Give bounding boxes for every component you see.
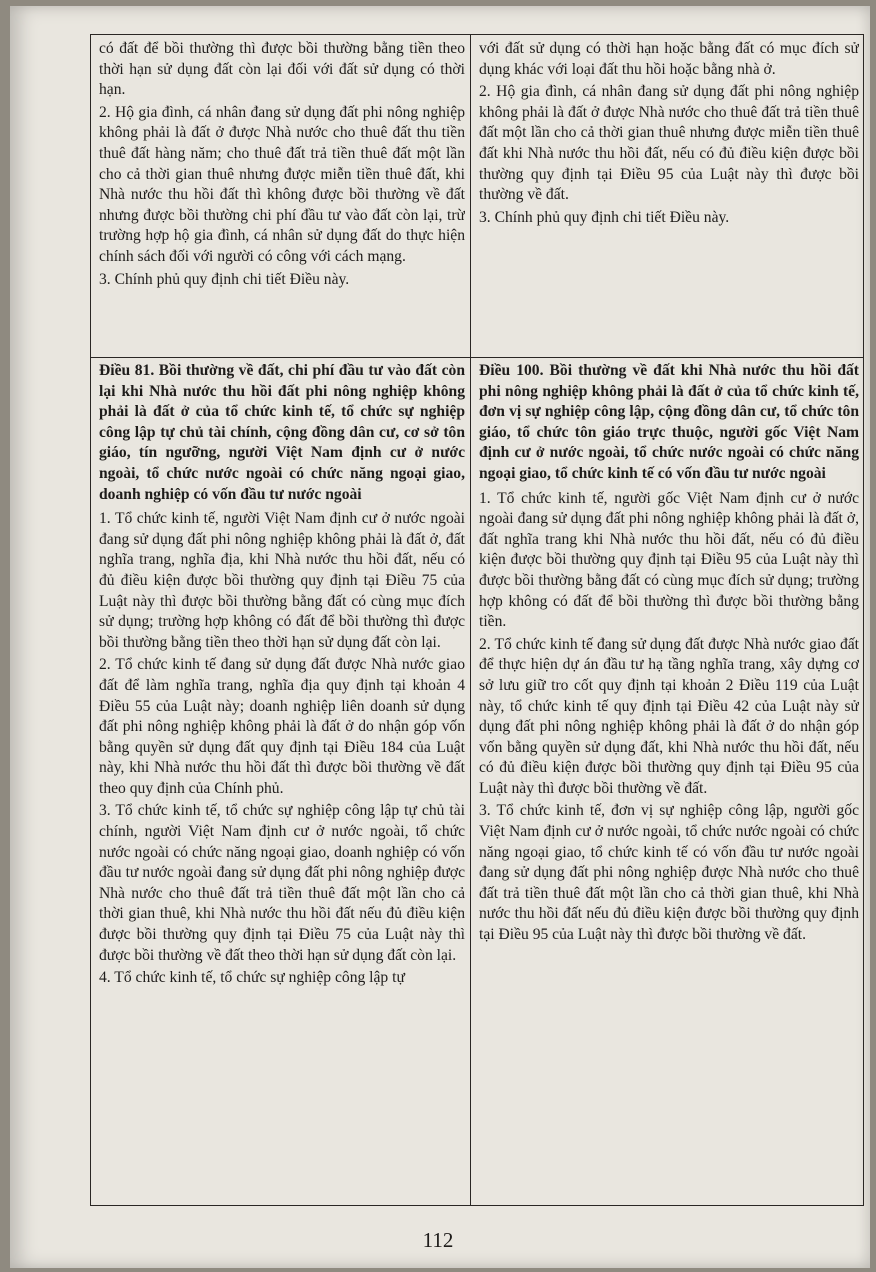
cell-left-bottom — [99, 361, 465, 1203]
paragraph: 2. Tổ chức kinh tế đang sử dụng đất được Nhà nước giao đất để làm nghĩa trang, nghĩa địa quy định tại khoản 4 Điều 55 của Luật này; doanh nghiệp liên doanh sử dụng đất phi nông nghiệp không phải là đất ở do nhận góp vốn bằng quyền sử dụng đất quy định tại Điều 184 của Luật này, khi Nhà nước thu hồi đất thì được bồi thường về đất theo quy định của Chính phủ. — [99, 656, 465, 797]
paragraph: 4. Tổ chức kinh tế, tổ chức sự nghiệp công lập tự — [99, 969, 405, 987]
cell-left-top — [99, 39, 465, 355]
paragraph: 3. Chính phủ quy định chi tiết Điều này. — [99, 270, 350, 288]
cell-right-top — [479, 39, 859, 355]
paragraph: 2. Hộ gia đình, cá nhân đang sử dụng đất phi nông nghiệp không phải là đất ở được Nhà nước cho thuê đất thu tiền thuê đất hàng năm; cho thuê đất trả tiền thuê đất một lần cho cả thời gian thuê nhưng được miễn tiền thuê đất, khi Nhà nước thu hồi đất thì không được bồi thường về đất nhưng được bồi thường chi phí đầu tư vào đất còn lại, trừ trường hợp hộ gia đình, cá nhân sử dụng đất do thực hiện chính sách đối với người có công với cách mạng. — [99, 103, 465, 265]
article-heading: Điều 81. Bồi thường về đất, chi phí đầu tư vào đất còn lại khi Nhà nước thu hồi đất phi nông nghiệp không phải là đất ở của tổ chức kinh tế, tổ chức sự nghiệp công lập tự chủ tài chính, cộng đồng dân cư, cơ sở tôn giáo, tín ngưỡng, người Việt Nam định cư ở nước ngoài, tổ chức nước ngoài có chức năng ngoại giao, doanh nghiệp có vốn đầu tư nước ngoài — [99, 362, 465, 503]
paragraph: 2. Tổ chức kinh tế đang sử dụng đất được Nhà nước giao đất để thực hiện dự án đầu tư hạ tầng nghĩa trang, xây dựng cơ sở lưu giữ tro cốt quy định tại khoản 2 Điều 119 của Luật này, tổ chức kinh tế quy định tại Điều 42 của Luật này sử dụng đất phi nông nghiệp không phải là đất ở do nhận góp vốn bằng quyền sử dụng đất, khi Nhà nước thu hồi đất, nếu có đủ điều kiện được bồi thường quy định tại Điều 95 của Luật này thì được bồi thường về đất. — [479, 635, 859, 797]
page-number: 112 — [422, 1228, 454, 1252]
paragraph: 3. Chính phủ quy định chi tiết Điều này. — [479, 208, 730, 226]
paragraph: với đất sử dụng có thời hạn hoặc bằng đất có mục đích sử dụng khác với loại đất thu hồi hoặc bằng nhà ở. — [479, 40, 859, 78]
column-divider — [470, 35, 471, 1205]
article-heading: Điều 100. Bồi thường về đất khi Nhà nước thu hồi đất phi nông nghiệp không phải là đất ở của tổ chức kinh tế, đơn vị sự nghiệp công lập, cộng đồng dân cư, tổ chức tôn giáo, tổ chức tôn giáo trực thuộc, người gốc Việt Nam định cư ở nước ngoài, tổ chức nước ngoài có chức năng ngoại giao, tổ chức kinh tế có vốn đầu tư nước ngoài — [479, 362, 859, 482]
paragraph: 3. Tổ chức kinh tế, đơn vị sự nghiệp công lập, người gốc Việt Nam định cư ở nước ngoài, tổ chức nước ngoài có chức năng ngoại giao, tổ chức kinh tế có vốn đầu tư nước ngoài đang sử dụng đất phi nông nghiệp được Nhà nước cho thuê đất trả tiền thuê đất một lần cho cả thời gian thuê, khi Nhà nước thu hồi đất nếu đủ điều kiện được bồi thường quy định tại Điều 95 của Luật này thì được bồi thường về đất. — [479, 802, 859, 944]
cell-right-bottom — [479, 361, 859, 1203]
paragraph: 1. Tổ chức kinh tế, người Việt Nam định cư ở nước ngoài đang sử dụng đất phi nông nghiệp không phải là đất ở, đất nghĩa trang, nghĩa địa, khi Nhà nước thu hồi đất, nếu có đủ điều kiện được bồi thường quy định tại Điều 75 của Luật này thì được bồi thường bằng đất có cùng mục đích sử dụng; trường hợp không có đất để bồi thường thì được bồi thường bằng tiền theo thời hạn sử dụng đất còn lại. — [99, 510, 465, 651]
comparison-table — [90, 34, 864, 1206]
paragraph: 2. Hộ gia đình, cá nhân đang sử dụng đất phi nông nghiệp không phải là đất ở được Nhà nước cho thuê đất trả tiền thuê đất một lần cho cả thời gian thuê nhưng được miễn tiền thuê đất khi Nhà nước thu hồi đất, nếu có đủ điều kiện được bồi thường quy định tại Điều 95 của Luật này thì được bồi thường về đất. — [479, 83, 859, 204]
paragraph: 1. Tổ chức kinh tế, người gốc Việt Nam định cư ở nước ngoài đang sử dụng đất phi nông nghiệp không phải là đất ở, đất nghĩa trang khi Nhà nước thu hồi đất, nếu có đủ điều kiện được bồi thường quy định tại Điều 95 của Luật này thì được bồi thường bằng đất có cùng mục đích sử dụng; trường hợp không có đất để bồi thường thì được bồi thường bằng tiền. — [479, 489, 859, 631]
row-divider — [91, 357, 863, 358]
document-page — [10, 6, 870, 1268]
paragraph: có đất để bồi thường thì được bồi thường bằng tiền theo thời hạn sử dụng đất còn lại đối với đất sử dụng có thời hạn. — [99, 40, 465, 99]
paragraph: 3. Tổ chức kinh tế, tổ chức sự nghiệp công lập tự chủ tài chính, người Việt Nam định cư ở nước ngoài, tổ chức nước ngoài có chức năng ngoại giao, doanh nghiệp có vốn đầu tư nước ngoài đang sử dụng đất phi nông nghiệp được Nhà nước cho thuê đất trả tiền thuê đất một lần cho cả thời gian thuê, khi Nhà nước thu hồi đất nếu đủ điều kiện được bồi thường quy định tại Điều 75 của Luật này thì được bồi thường về đất theo thời hạn sử dụng đất còn lại. — [99, 802, 465, 964]
